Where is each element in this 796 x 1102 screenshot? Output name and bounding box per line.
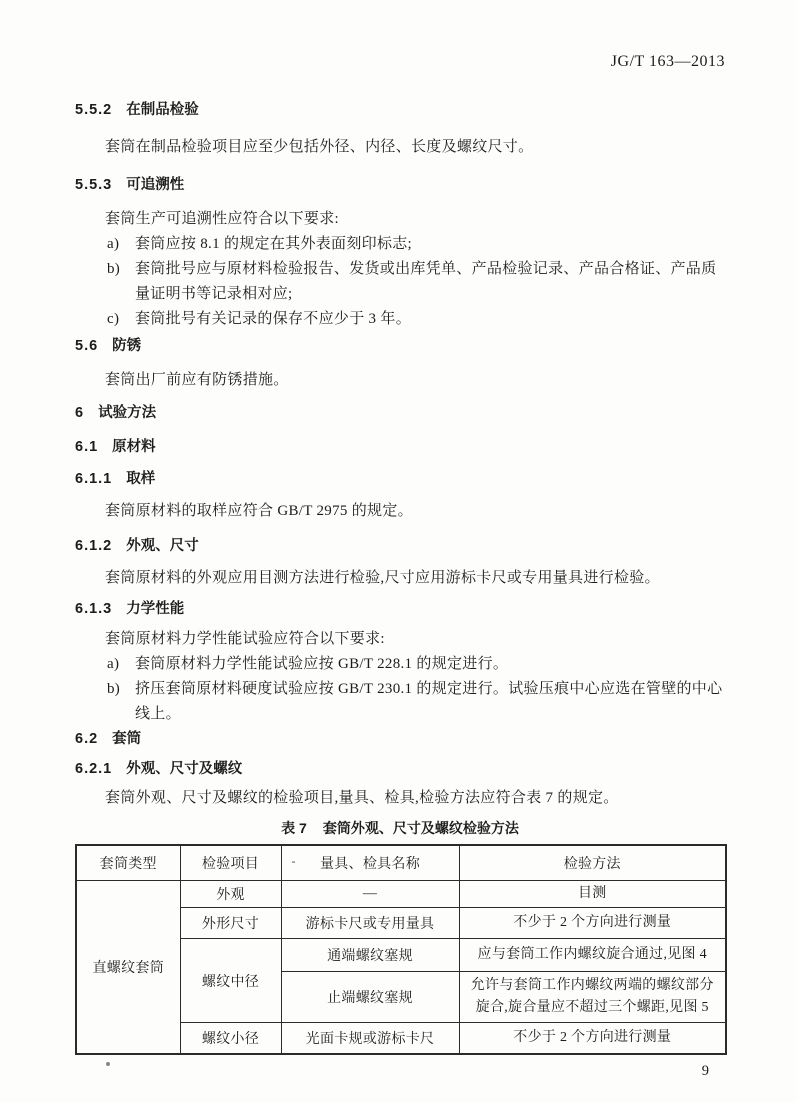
scan-speck — [106, 1062, 110, 1066]
list-item-label: a) — [107, 656, 120, 672]
heading-5-5-2 — [75, 100, 725, 120]
heading-6-1 — [75, 437, 725, 457]
list-6-1-3 — [107, 652, 725, 727]
cell-method: 应与套筒工作内螺纹旋合通过,见图 4 — [459, 939, 726, 972]
list-item-text: 挤压套筒原材料硬度试验应按 GB/T 230.1 的规定进行。试验压痕中心应选在管壁的中心线上。 — [135, 681, 723, 722]
cell-method: 不少于 2 个方向进行测量 — [459, 908, 726, 939]
heading-6-2 — [75, 729, 725, 749]
list-item-b — [107, 257, 725, 307]
cell-sleeve-type: 直螺纹套筒 — [76, 881, 180, 1055]
heading-6-2-1 — [75, 759, 725, 779]
table-header-row — [76, 845, 726, 881]
heading-title: 取样 — [126, 471, 156, 487]
page-number: 9 — [701, 1063, 709, 1079]
cell-gauge: 通端螺纹塞规 — [281, 939, 459, 972]
list-item-text: 套筒原材料力学性能试验应按 GB/T 228.1 的规定进行。 — [135, 656, 509, 672]
list-item-label: b) — [107, 261, 121, 277]
list-item-a — [107, 652, 725, 677]
table-caption-text: 套筒外观、尺寸及螺纹检验方法 — [322, 820, 519, 836]
list-item-label: b) — [107, 681, 121, 697]
cell-item: 外观 — [180, 881, 281, 908]
col-header-inspection-item: 检验项目 — [180, 845, 281, 881]
paragraph-6-1-3-intro: 套筒原材料力学性能试验应符合以下要求: — [105, 631, 385, 647]
cell-gauge: 光面卡规或游标卡尺 — [281, 1023, 459, 1055]
list-5-5-3 — [107, 232, 725, 332]
heading-5-5-3 — [75, 175, 725, 195]
paragraph-5-6: 套筒出厂前应有防锈措施。 — [105, 372, 289, 388]
cell-item: 螺纹中径 — [180, 939, 281, 1023]
heading-number: 5.5.3 — [75, 177, 113, 193]
paragraph-6-2-1: 套筒外观、尺寸及螺纹的检验项目,量具、检具,检验方法应符合表 7 的规定。 — [105, 790, 619, 806]
heading-number: 5.5.2 — [75, 102, 113, 118]
cell-method: 允许与套筒工作内螺纹两端的螺纹部分旋合,旋合量应不超过三个螺距,见图 5 — [459, 972, 726, 1023]
heading-number: 6.1 — [75, 439, 99, 455]
col-header-gauge-name: - 量具、检具名称 — [281, 845, 459, 881]
heading-number: 6.1.1 — [75, 471, 113, 487]
col-header-method: 检验方法 — [459, 845, 726, 881]
heading-title: 套筒 — [112, 731, 142, 747]
heading-title: 试验方法 — [98, 405, 157, 421]
heading-title: 原材料 — [112, 439, 156, 455]
cell-item: 螺纹小径 — [180, 1023, 281, 1055]
list-item-a — [107, 232, 725, 257]
list-item-text: 套筒批号应与原材料检验报告、发货或出库凭单、产品检验记录、产品合格证、产品质量证明书等记录相对应; — [135, 261, 717, 302]
table-row — [76, 881, 726, 908]
heading-number: 6.2.1 — [75, 761, 113, 777]
heading-number: 6.1.3 — [75, 601, 113, 617]
scan-stray-dash: - — [291, 854, 296, 868]
list-item-text: 套筒批号有关记录的保存不应少于 3 年。 — [135, 311, 412, 327]
heading-number: 5.6 — [75, 338, 99, 354]
heading-6 — [75, 403, 725, 423]
cell-gauge: 游标卡尺或专用量具 — [281, 908, 459, 939]
paragraph-5-5-2: 套筒在制品检验项目应至少包括外径、内径、长度及螺纹尺寸。 — [105, 139, 534, 155]
heading-6-1-2 — [75, 536, 725, 556]
table-7-caption — [75, 818, 725, 838]
cell-gauge: 止端螺纹塞规 — [281, 972, 459, 1023]
doc-code: JG/T 163—2013 — [610, 53, 725, 70]
table-caption-label: 表 7 — [281, 820, 307, 836]
heading-6-1-3 — [75, 599, 725, 619]
heading-title: 在制品检验 — [126, 102, 199, 118]
heading-number: 6 — [75, 405, 85, 421]
heading-title: 外观、尺寸及螺纹 — [126, 761, 243, 777]
heading-title: 外观、尺寸 — [126, 538, 199, 554]
paragraph-6-1-1: 套筒原材料的取样应符合 GB/T 2975 的规定。 — [105, 503, 413, 519]
paragraph-6-1-2: 套筒原材料的外观应用目测方法进行检验,尺寸应用游标卡尺或专用量具进行检验。 — [105, 570, 660, 586]
paragraph-5-5-3-intro: 套筒生产可追溯性应符合以下要求: — [105, 211, 339, 227]
heading-number: 6.2 — [75, 731, 99, 747]
list-item-b — [107, 677, 725, 727]
cell-gauge: — — [281, 881, 459, 908]
heading-5-6 — [75, 336, 725, 356]
list-item-c — [107, 307, 725, 332]
cell-method: 目测 — [459, 881, 726, 908]
heading-title: 可追溯性 — [126, 177, 185, 193]
list-item-label: a) — [107, 236, 120, 252]
cell-item: 外形尺寸 — [180, 908, 281, 939]
heading-title: 防锈 — [112, 338, 142, 354]
list-item-label: c) — [107, 311, 120, 327]
heading-number: 6.1.2 — [75, 538, 113, 554]
col-header-sleeve-type: 套筒类型 — [76, 845, 180, 881]
heading-title: 力学性能 — [126, 601, 185, 617]
cell-method: 不少于 2 个方向进行测量 — [459, 1023, 726, 1055]
table-7 — [75, 844, 727, 1055]
heading-6-1-1 — [75, 469, 725, 489]
list-item-text: 套筒应按 8.1 的规定在其外表面刻印标志; — [135, 236, 413, 252]
